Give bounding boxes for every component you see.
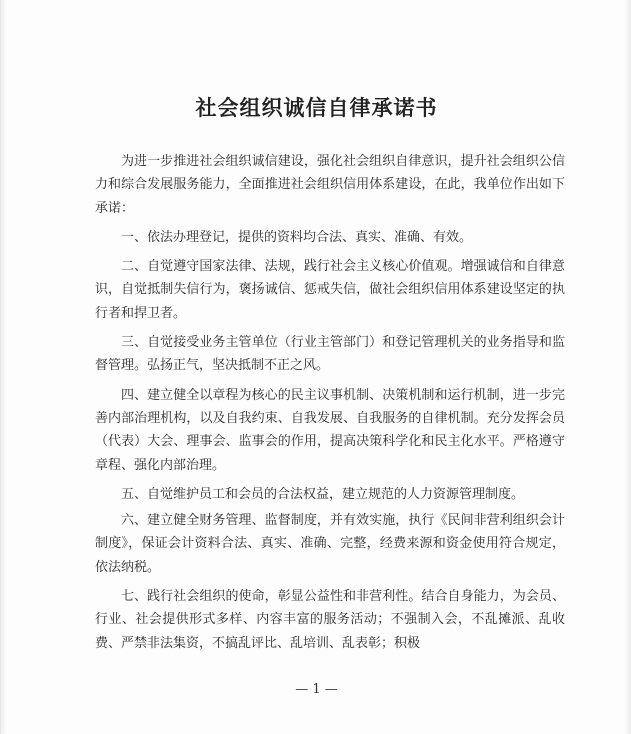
intro-paragraph: 为进一步推进社会组织诚信建设，强化社会组织自律意识，提升社会组织公信力和综合发展服务能力，全面推进社会组织信用体系建设，在此，我单位作出如下承诺： xyxy=(95,154,565,216)
commitment-2: 二、自觉遵守国家法律、法规，践行社会主义核心价值观。增强诚信和自律意识，自觉抵制失信行为，褒扬诚信、惩戒失信，做社会组织信用体系建设坚定的执行者和捍卫者。 xyxy=(95,259,565,321)
commitment-5: 五、自觉维护员工和会员的合法权益，建立规范的人力资源管理制度。 xyxy=(121,486,525,502)
commitment-3: 三、自觉接受业务主管单位（行业主管部门）和登记管理机关的业务指导和监督管理。弘扬正气，坚决抵制不正之风。 xyxy=(95,335,565,374)
document-body xyxy=(95,150,565,661)
document-title: 社会组织诚信自律承诺书 xyxy=(195,95,438,120)
page-number: — 1 — xyxy=(295,682,338,697)
commitment-6: 六、建立健全财务管理、监督制度，并有效实施，执行《民间非营利组织会计制度》，保证会计资料合法、真实、准确、完整，经费来源和资金使用符合规定，依法纳税。 xyxy=(95,513,565,575)
commitment-7: 七、践行社会组织的使命，彰显公益性和非营利性。结合自身能力，为会员、行业、社会提供形式多样、内容丰富的服务活动；不强制入会，不乱摊派、乱收费、严禁非法集资，不搞乱评比、乱培训、乱表彰；积极 xyxy=(95,589,565,651)
commitment-1: 一、依法办理登记，提供的资料均合法、真实、准确、有效。 xyxy=(121,229,473,245)
commitment-4: 四、建立健全以章程为核心的民主议事机制、决策机制和运行机制，进一步完善内部治理机构，以及自我约束、自我发展、自我服务的自律机制。充分发挥会员（代表）大会、理事会、监事会的作用，提高决策科学化和民主化水平。严格遵守章程、强化内部治理。 xyxy=(95,387,565,473)
